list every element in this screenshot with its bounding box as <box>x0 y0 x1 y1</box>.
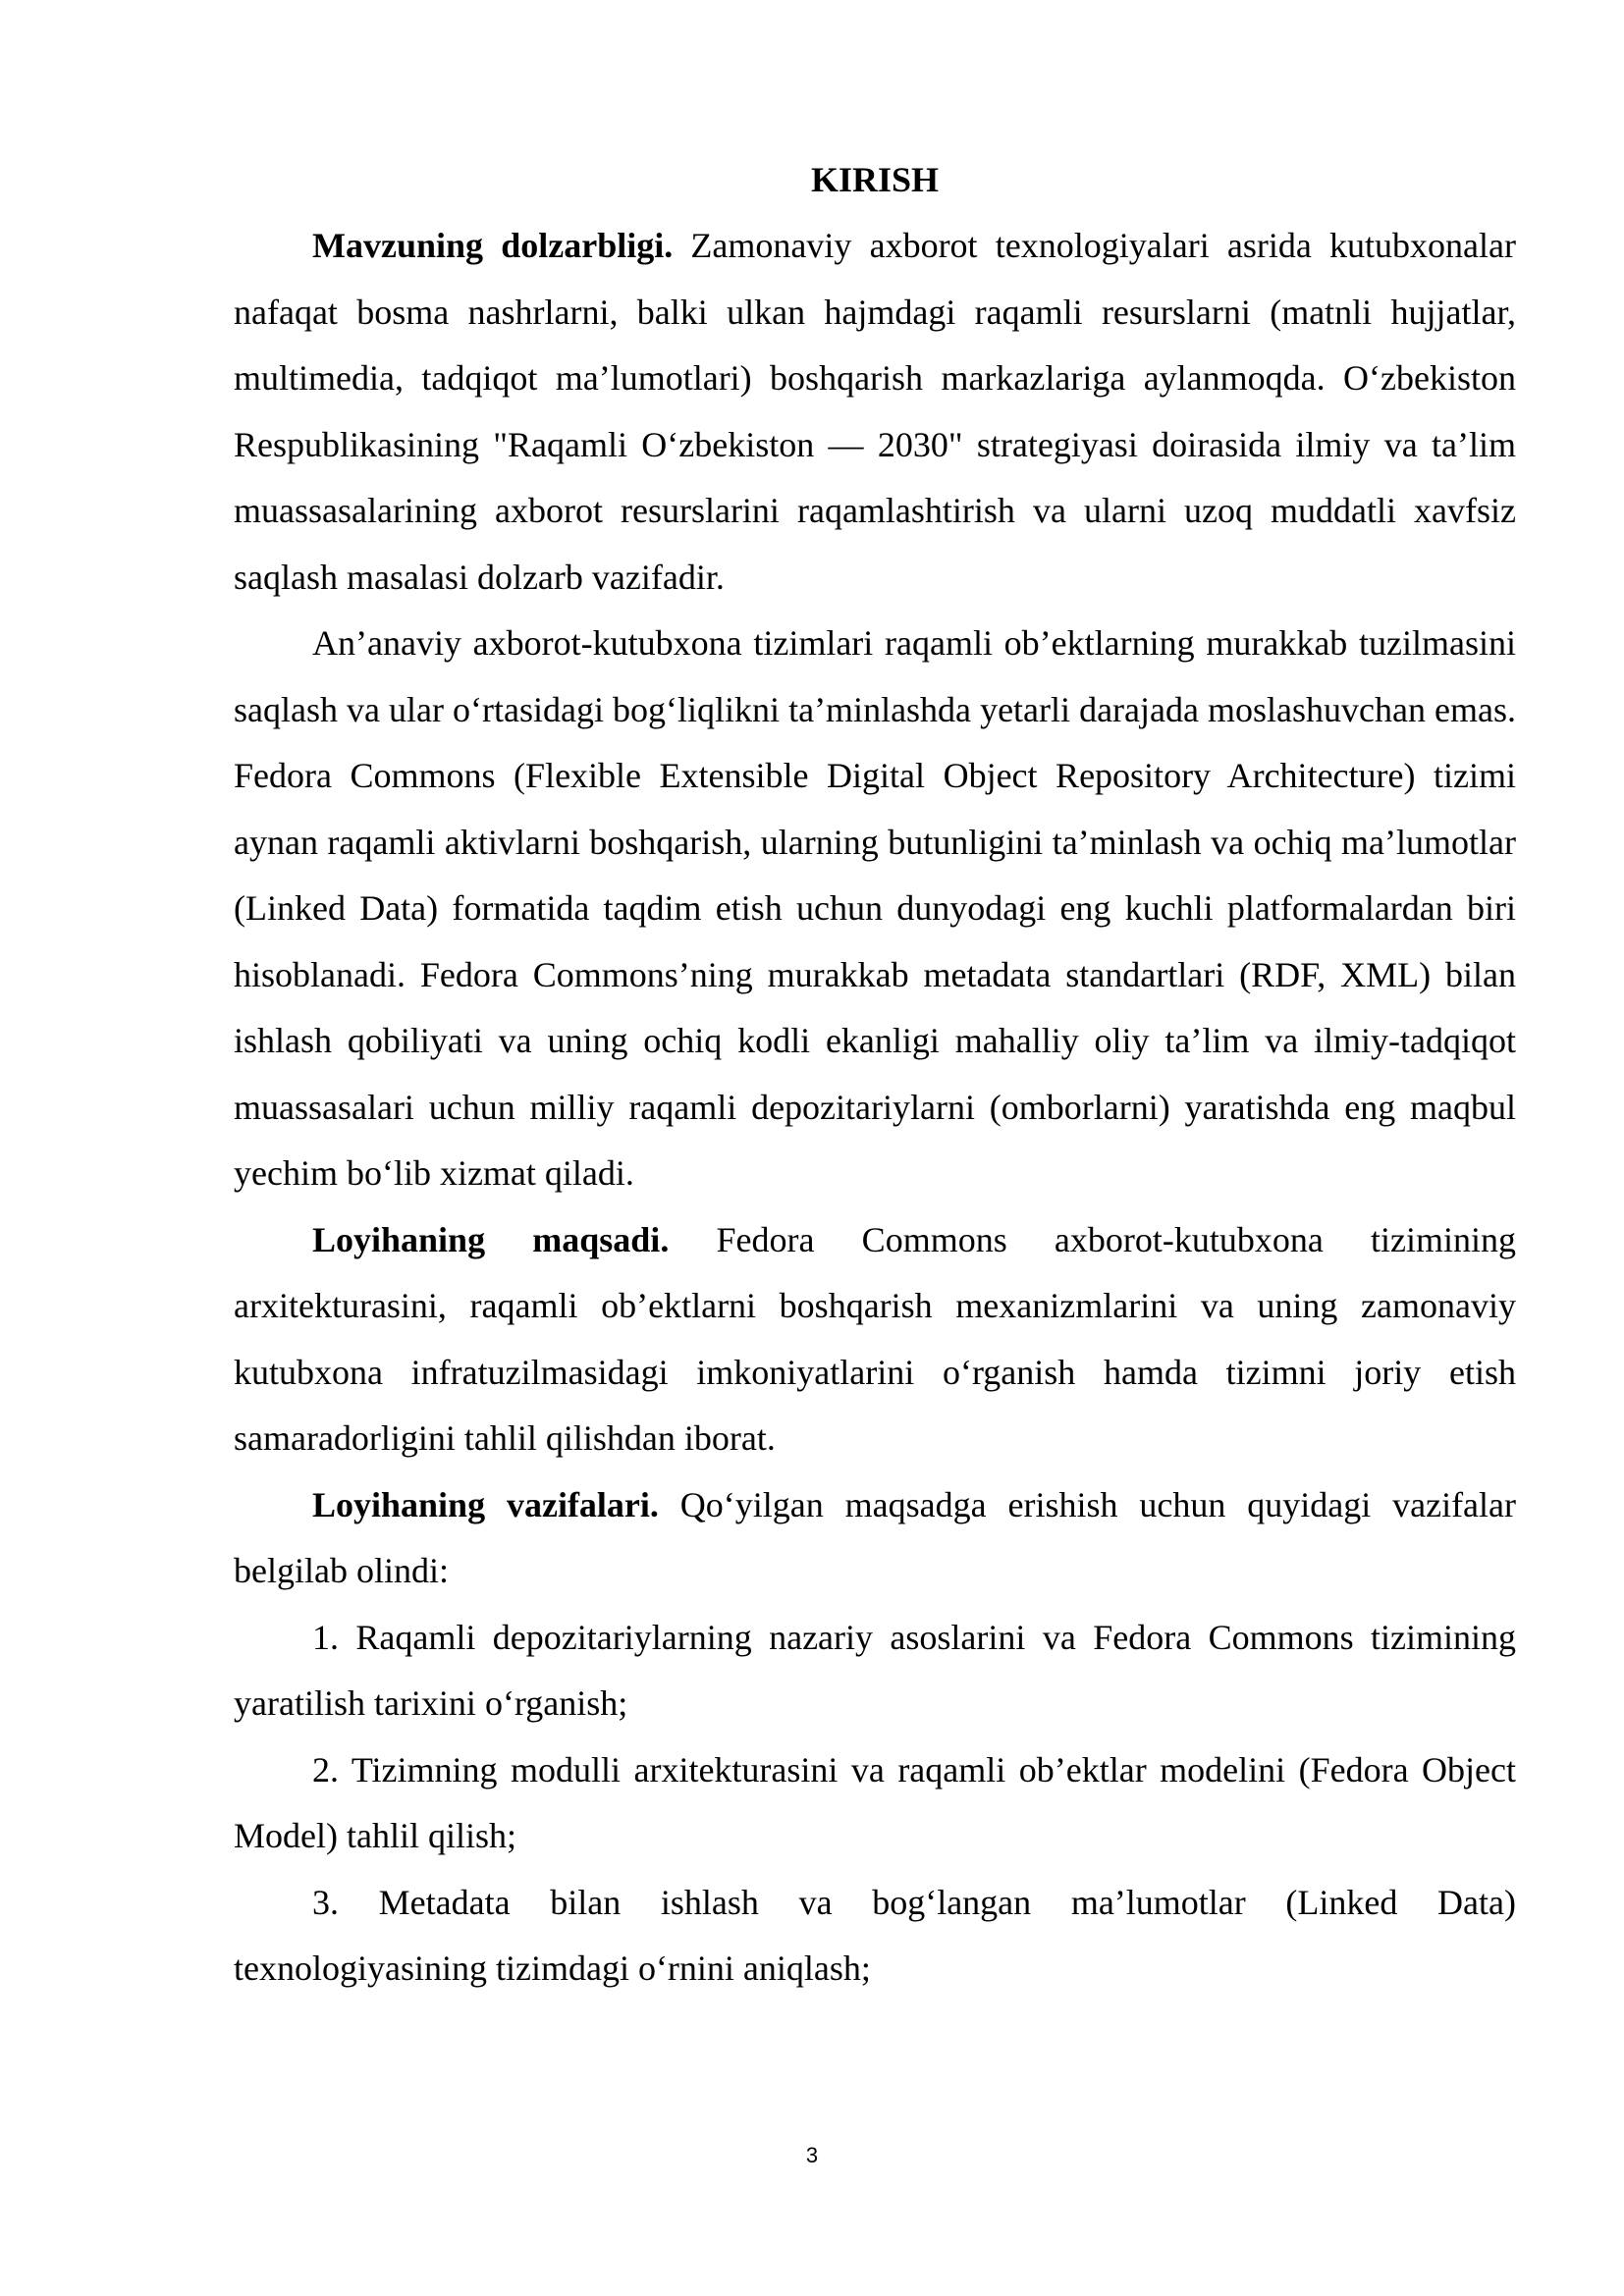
paragraph-project-goal <box>234 1207 1516 1472</box>
paragraph-project-tasks <box>234 1472 1516 1605</box>
list-item-text: 3. Metadata bilan ishlash va bog‘langan ma’lumotlar (Linked Data) texnologiyasining tizimdagi o‘rnini aniqlash; <box>234 1882 1516 1988</box>
paragraph-lead: Loyihaning vazifalari. <box>312 1484 659 1524</box>
paragraph-lead: Loyihaning maqsadi. <box>312 1219 670 1259</box>
paragraph-fedora-overview <box>234 611 1516 1207</box>
page-content <box>234 147 1516 2002</box>
paragraph-text: Qo‘yilgan maqsadga erishish uchun quyidagi vazifalar belgilab olindi: <box>234 1484 1517 1590</box>
list-item-text: 2. Tizimning modulli arxitekturasini va raqamli ob’ektlar modelini (Fedora Object Model) tahlil qilish; <box>234 1749 1516 1855</box>
section-heading: KIRISH <box>810 160 940 199</box>
page-number: 3 <box>805 2143 819 2167</box>
list-item-text: 1. Raqamli depozitariylarning nazariy asoslarini va Fedora Commons tizimining yaratilish tarixini o‘rganish; <box>234 1617 1516 1723</box>
paragraph-relevance <box>234 213 1516 611</box>
task-list-item-1 <box>234 1605 1516 1737</box>
paragraph-lead: Mavzuning dolzarbligi. <box>312 226 674 265</box>
paragraph-text: An’anaviy axborot-kutubxona tizimlari raqamli ob’ektlarning murakkab tuzilmasini saqlash va ular o‘rtasidagi bog‘liqlikni ta’minlashda yetarli darajada moslashuvchan emas. Fedora Commons (Flexible Extensible Digital Object Repository Architecture) tizimi aynan raqamli aktivlarni boshqarish, ularning butunligini ta’minlash va ochiq ma’lumotlar (Linked Data) formatida taqdim etish uchun dunyodagi eng kuchli platformalardan biri hisoblanadi. Fedora Commons’ning murakkab metadata standartlari (RDF, XML) bilan ishlash qobiliyati va uning ochiq kodli ekanligi mahalliy oliy ta’lim va ilmiy-tadqiqot muassasalari uchun milliy raqamli depozitariylarni (omborlarni) yaratishda eng maqbul yechim bo‘lib xizmat qiladi. <box>234 623 1516 1193</box>
paragraph-text: Fedora Commons axborot-kutubxona tizimining arxitekturasini, raqamli ob’ektlarni boshqarish mexanizmlarini va uning zamonaviy kutubxona infratuzilmasidagi imkoniyatlarini o‘rganish hamda tizimni joriy etish samaradorligini tahlil qilishdan iborat. <box>234 1219 1517 1458</box>
task-list-item-3 <box>234 1870 1516 2002</box>
paragraph-text: Zamonaviy axborot texnologiyalari asrida kutubxonalar nafaqat bosma nashrlarni, balki ulkan hajmdagi raqamli resurslarni (matnli hujjatlar, multimedia, tadqiqot ma’lumotlari) boshqarish markazlariga aylanmoqda. O‘zbekiston Respublikasining "Raqamli O‘zbekiston — 2030" strategiyasi doirasida ilmiy va ta’lim muassasalarining axborot resurslarini raqamlashtirish va ularni uzoq muddatli xavfsiz saqlash masalasi dolzarb vazifadir. <box>234 226 1516 597</box>
task-list-item-2 <box>234 1737 1516 1870</box>
